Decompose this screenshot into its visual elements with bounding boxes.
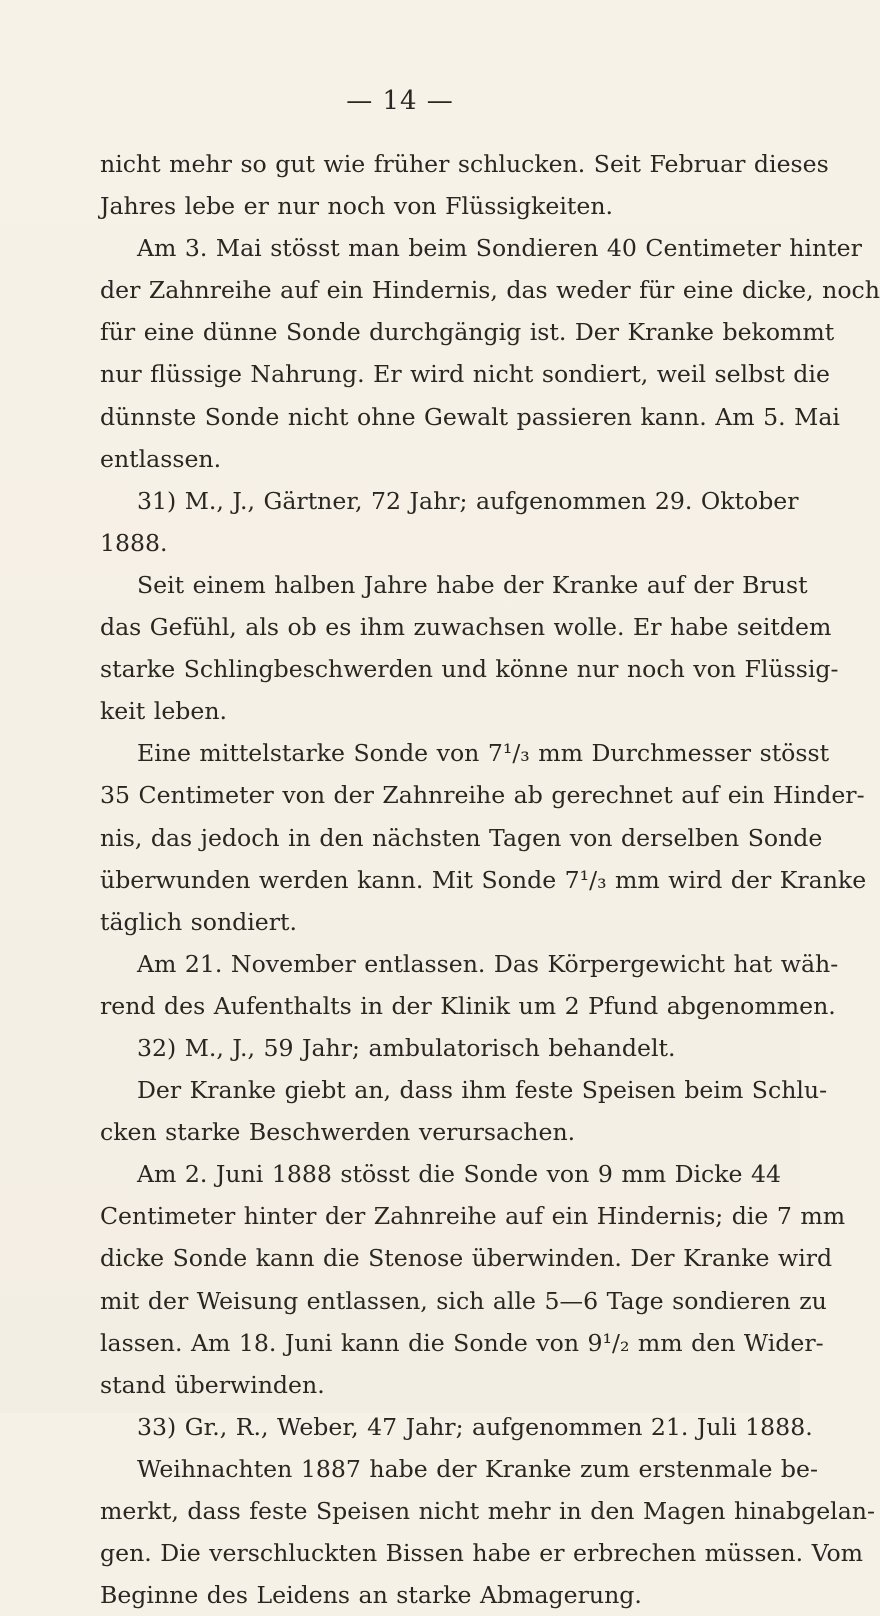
text-line: nis, das jedoch in den nächsten Tagen von derselben Sonde: [100, 823, 823, 852]
text-line: entlassen.: [100, 444, 222, 473]
body-text: [100, 143, 880, 1616]
text-line: 31) M., J., Gärtner, 72 Jahr; aufgenommen 29. Oktober: [137, 486, 799, 515]
text-line: der Zahnreihe auf ein Hindernis, das weder für eine dicke, noch: [100, 276, 880, 305]
text-line: gen. Die verschluckten Bissen habe er erbrechen müssen. Vom: [100, 1539, 864, 1568]
text-line: Beginne des Leidens an starke Abmagerung.: [100, 1581, 642, 1610]
text-line: 32) M., J., 59 Jahr; ambulatorisch behandelt.: [137, 1033, 676, 1062]
text-line: Seit einem halben Jahre habe der Kranke auf der Brust: [137, 570, 808, 599]
text-line: überwunden werden kann. Mit Sonde 7¹/₃ mm wird der Kranke: [100, 865, 867, 894]
text-line: Am 3. Mai stösst man beim Sondieren 40 Centimeter hinter: [137, 234, 862, 263]
text-line: starke Schlingbeschwerden und könne nur noch von Flüssig-: [100, 655, 839, 684]
text-line: merkt, dass feste Speisen nicht mehr in den Magen hinabgelan-: [100, 1497, 875, 1525]
text-line: Jahres lebe er nur noch von Flüssigkeiten.: [100, 192, 614, 221]
text-line: Der Kranke giebt an, dass ihm feste Speisen beim Schlu-: [137, 1076, 828, 1105]
text-line: Eine mittelstarke Sonde von 7¹/₃ mm Durchmesser stösst: [137, 739, 830, 768]
text-line: Centimeter hinter der Zahnreihe auf ein Hindernis; die 7 mm: [100, 1202, 846, 1231]
text-line: täglich sondiert.: [100, 907, 298, 936]
text-line: Am 21. November entlassen. Das Körpergewicht hat wäh-: [137, 949, 839, 978]
page-number: — 14 —: [346, 86, 454, 116]
text-line: 1888.: [100, 528, 168, 557]
text-line: dicke Sonde kann die Stenose überwinden. Der Kranke wird: [100, 1244, 833, 1273]
text-line: das Gefühl, als ob es ihm zuwachsen wolle. Er habe seitdem: [100, 613, 832, 642]
text-line: Weihnachten 1887 habe der Kranke zum erstenmale be-: [137, 1454, 818, 1483]
text-line: nur flüssige Nahrung. Er wird nicht sondiert, weil selbst die: [100, 360, 830, 389]
text-line: Am 2. Juni 1888 stösst die Sonde von 9 mm Dicke 44: [137, 1160, 782, 1189]
text-line: mit der Weisung entlassen, sich alle 5—6 Tage sondieren zu: [100, 1286, 827, 1315]
text-line: lassen. Am 18. Juni kann die Sonde von 9¹/₂ mm den Wider-: [100, 1328, 824, 1357]
text-line: stand überwinden.: [100, 1370, 325, 1399]
text-line: nicht mehr so gut wie früher schlucken. Seit Februar dieses: [100, 150, 829, 178]
text-line: keit leben.: [100, 697, 228, 726]
text-line: rend des Aufenthalts in der Klinik um 2 Pfund abgenommen.: [100, 991, 836, 1020]
text-line: 35 Centimeter von der Zahnreihe ab gerechnet auf ein Hinder-: [100, 781, 865, 810]
text-line: dünnste Sonde nicht ohne Gewalt passieren kann. Am 5. Mai: [100, 402, 840, 431]
text-line: für eine dünne Sonde durchgängig ist. Der Kranke bekommt: [100, 318, 835, 347]
text-line: cken starke Beschwerden verursachen.: [100, 1118, 576, 1147]
text-line: 33) Gr., R., Weber, 47 Jahr; aufgenommen 21. Juli 1888.: [137, 1412, 813, 1441]
